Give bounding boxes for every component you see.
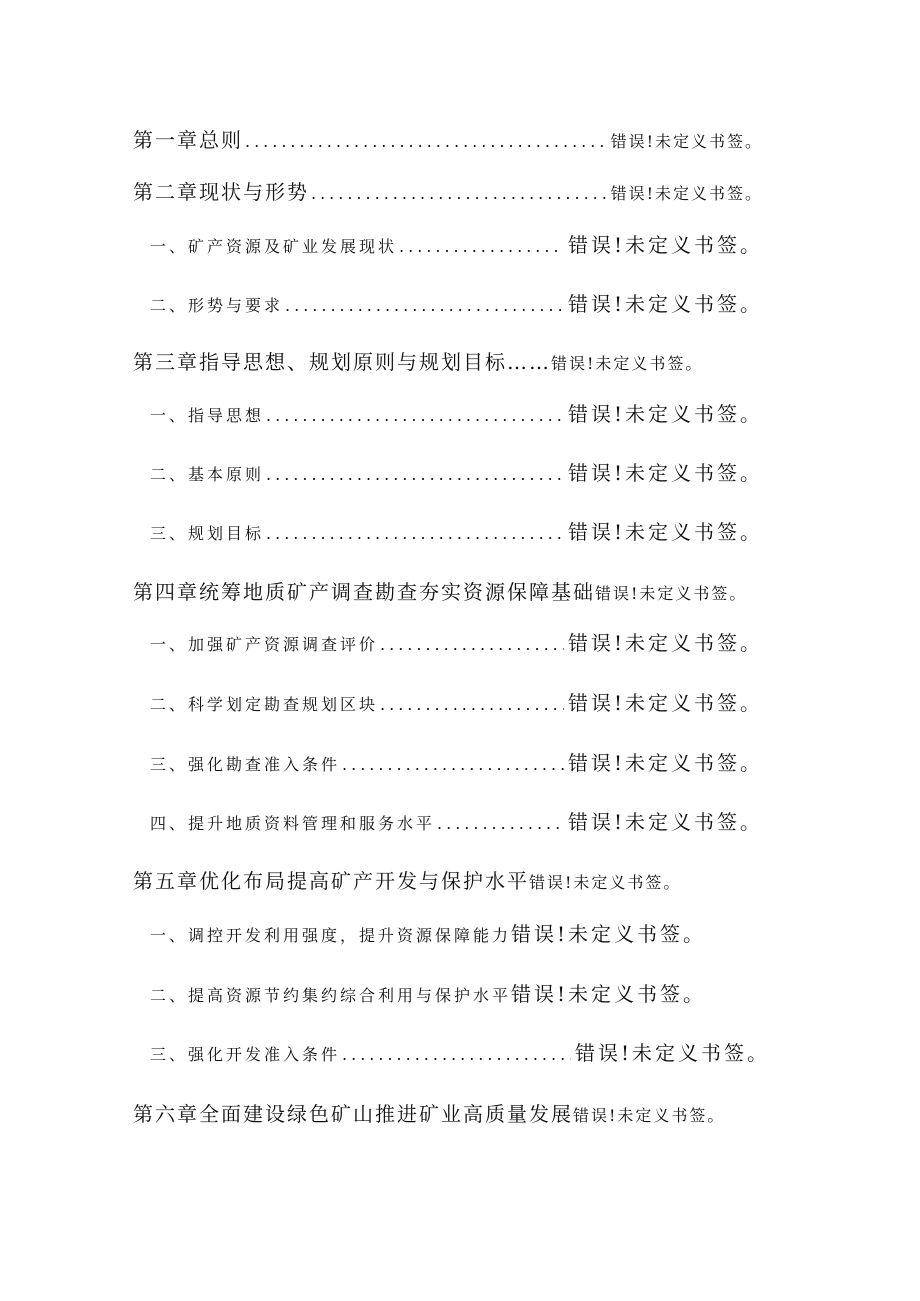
toc-dot-leader <box>342 1045 571 1064</box>
toc-entry-page-ref: 错误!未定义书签。 <box>567 520 763 544</box>
toc-entry-page-ref: 错误!未定义书签。 <box>610 132 763 151</box>
toc-entry-section-5-3[interactable] <box>150 1037 770 1066</box>
toc-entry-title: 一、指导思想 <box>150 406 265 425</box>
toc-entry-chapter-6[interactable] <box>133 1098 773 1127</box>
toc-entry-title: 第二章现状与形势 <box>133 180 309 204</box>
toc-entry-section-2-1[interactable] <box>150 229 763 258</box>
toc-entry-page-ref: 错误!未定义书签。 <box>567 631 763 655</box>
toc-entry-section-4-1[interactable] <box>150 627 763 656</box>
toc-entry-chapter-4[interactable] <box>133 576 793 605</box>
toc-entry-page-ref: 错误!未定义书签。 <box>573 1106 726 1125</box>
toc-entry-title: 第六章全面建设绿色矿山推进矿业高质量发展 <box>133 1102 573 1126</box>
toc-entry-section-4-3[interactable] <box>150 747 763 776</box>
toc-entry-section-4-4[interactable] <box>150 806 763 835</box>
toc-dot-leader <box>342 755 564 774</box>
toc-entry-page-ref: 错误!未定义书签。 <box>567 233 763 257</box>
toc-entry-title: 第三章指导思想、规划原则与规划目标…… <box>133 350 551 374</box>
toc-entry-chapter-1[interactable] <box>133 124 763 153</box>
toc-dot-leader <box>245 132 607 151</box>
toc-entry-title: 二、科学划定勘查规划区块 <box>150 695 379 714</box>
toc-entry-title: 三、强化开发准入条件 <box>150 1045 341 1064</box>
toc-entry-page-ref: 错误!未定义书签。 <box>511 982 707 1006</box>
toc-dot-leader <box>266 524 564 543</box>
toc-entry-title: 三、强化勘查准入条件 <box>150 755 341 774</box>
toc-entry-page-ref: 错误!未定义书签。 <box>567 461 763 485</box>
toc-entry-title: 二、形势与要求 <box>150 296 284 315</box>
toc-entry-section-4-2[interactable] <box>150 687 763 716</box>
toc-entry-section-3-3[interactable] <box>150 516 763 545</box>
toc-entry-title: 一、调控开发利用强度，提升资源保障能力 <box>150 926 512 945</box>
toc-entry-chapter-5[interactable] <box>133 865 723 894</box>
toc-entry-page-ref: 错误!未定义书签。 <box>567 402 763 426</box>
toc-entry-chapter-3[interactable] <box>133 346 763 375</box>
toc-entry-page-ref: 错误!未定义书签。 <box>567 691 763 715</box>
toc-entry-page-ref: 错误!未定义书签。 <box>551 354 704 373</box>
toc-dot-leader <box>266 406 564 425</box>
toc-entry-section-3-2[interactable] <box>150 457 763 486</box>
toc-entry-section-3-1[interactable] <box>150 398 763 427</box>
toc-entry-title: 二、提高资源节约集约综合利用与保护水平 <box>150 986 512 1005</box>
toc-entry-title: 一、加强矿产资源调查评价 <box>150 635 379 654</box>
toc-dot-leader <box>285 296 564 315</box>
toc-entry-page-ref: 错误!未定义书签。 <box>567 292 763 316</box>
toc-dot-leader <box>399 237 564 256</box>
toc-entry-page-ref: 错误!未定义书签。 <box>567 751 763 775</box>
toc-entry-title: 二、基本原则 <box>150 465 265 484</box>
toc-entry-section-5-1[interactable] <box>150 918 730 947</box>
toc-entry-page-ref: 错误!未定义书签。 <box>595 584 748 603</box>
toc-dot-leader <box>311 184 607 203</box>
toc-entry-title: 一、矿产资源及矿业发展现状 <box>150 237 398 256</box>
toc-entry-chapter-2[interactable] <box>133 176 763 205</box>
toc-entry-page-ref: 错误!未定义书签。 <box>529 873 682 892</box>
toc-entry-title: 第五章优化布局提高矿产开发与保护水平 <box>133 869 529 893</box>
toc-entry-section-5-2[interactable] <box>150 978 730 1007</box>
toc-entry-page-ref: 错误!未定义书签。 <box>567 810 763 834</box>
toc-dot-leader <box>437 814 564 833</box>
toc-dot-leader <box>266 465 564 484</box>
toc-entry-page-ref: 错误!未定义书签。 <box>574 1041 770 1065</box>
toc-entry-page-ref: 错误!未定义书签。 <box>610 184 763 203</box>
toc-entry-title: 四、提升地质资料管理和服务水平 <box>150 814 436 833</box>
toc-entry-title: 三、规划目标 <box>150 524 265 543</box>
toc-entry-page-ref: 错误!未定义书签。 <box>511 922 707 946</box>
toc-entry-title: 第一章总则 <box>133 128 243 152</box>
toc-dot-leader <box>380 635 564 654</box>
toc-entry-title: 第四章统筹地质矿产调查勘查夯实资源保障基础 <box>133 580 595 604</box>
toc-entry-section-2-2[interactable] <box>150 288 763 317</box>
toc-dot-leader <box>380 695 564 714</box>
